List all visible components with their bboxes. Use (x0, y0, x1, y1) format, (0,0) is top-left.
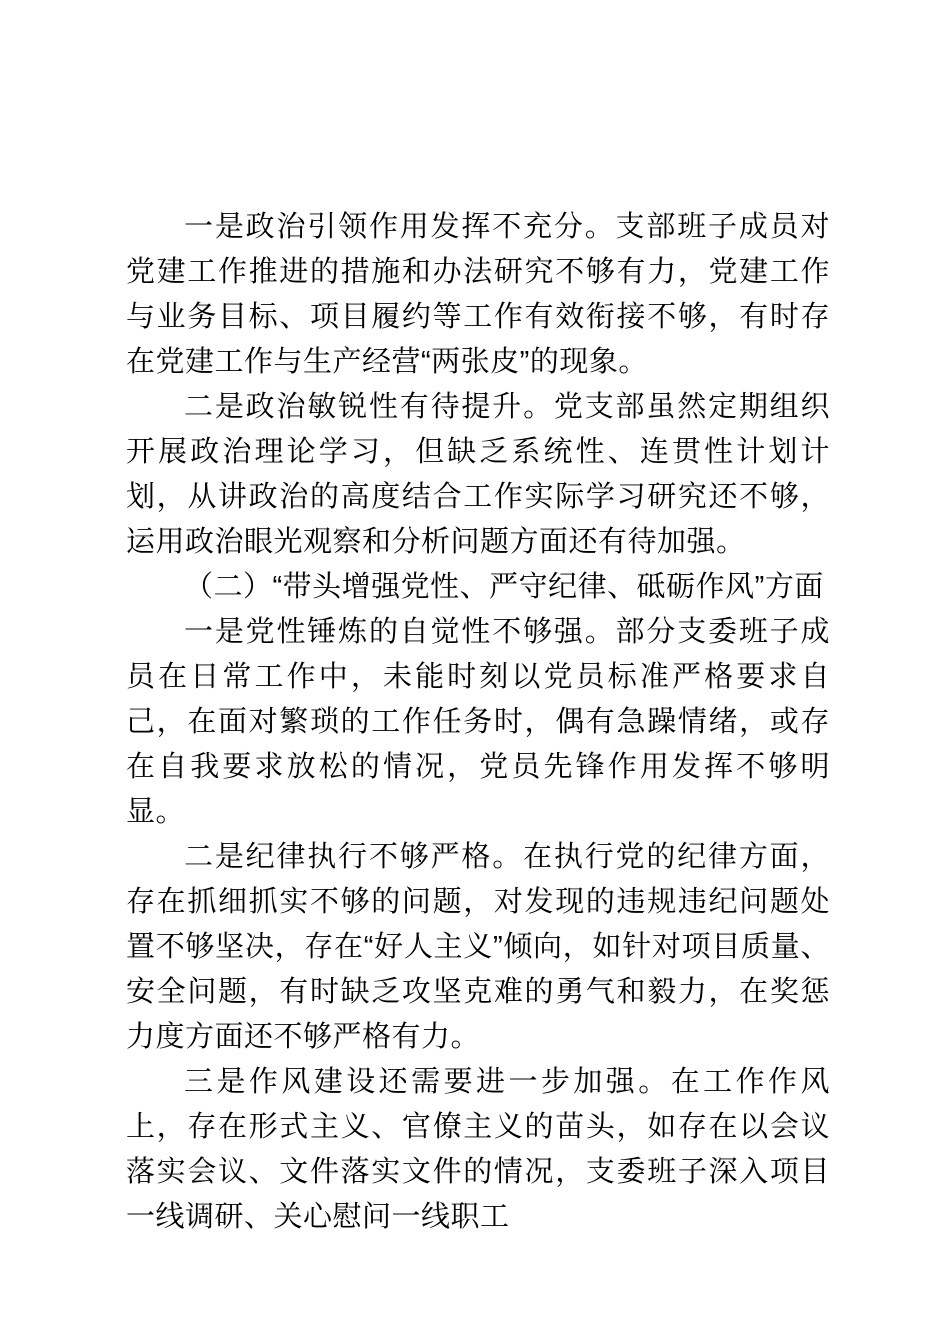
section-heading-two: （二）“带头增强党性、严守纪律、砥砺作风”方面 (184, 571, 824, 603)
paragraph-work-style: 三是作风建设还需要进一步加强。在工作作风上，存在形式主义、官僚主义的苗头，如存在以会议落实会议、文件落实文件的情况，支委班子深入项目一线调研、关心慰问一线职工 (126, 1066, 830, 1233)
paragraph-political-acuity: 二是政治敏锐性有待提升。党支部虽然定期组织开展政治理论学习，但缺乏系统性、连贯性计划计划，从讲政治的高度结合工作实际学习研究还不够，运用政治眼光观察和分析问题方面还有待加强。 (126, 391, 830, 558)
paragraph-political-leadership: 一是政治引领作用发挥不充分。支部班子成员对党建工作推进的措施和办法研究不够有力，党建工作与业务目标、项目履约等工作有效衔接不够，有时存在党建工作与生产经营“两张皮”的现象。 (126, 211, 830, 378)
document-body (126, 205, 830, 1240)
paragraph-party-spirit: 一是党性锤炼的自觉性不够强。部分支委班子成员在日常工作中，未能时刻以党员标准严格要求自己，在面对繁琐的工作任务时，偶有急躁情绪，或存在自我要求放松的情况，党员先锋作用发挥不够明显。 (126, 616, 830, 828)
paragraph-discipline-enforcement: 二是纪律执行不够严格。在执行党的纪律方面，存在抓细抓实不够的问题，对发现的违规违纪问题处置不够坚决，存在“好人主义”倾向，如针对项目质量、安全问题，有时缺乏攻坚克难的勇气和毅力，在奖惩力度方面还不够严格有力。 (126, 841, 830, 1053)
